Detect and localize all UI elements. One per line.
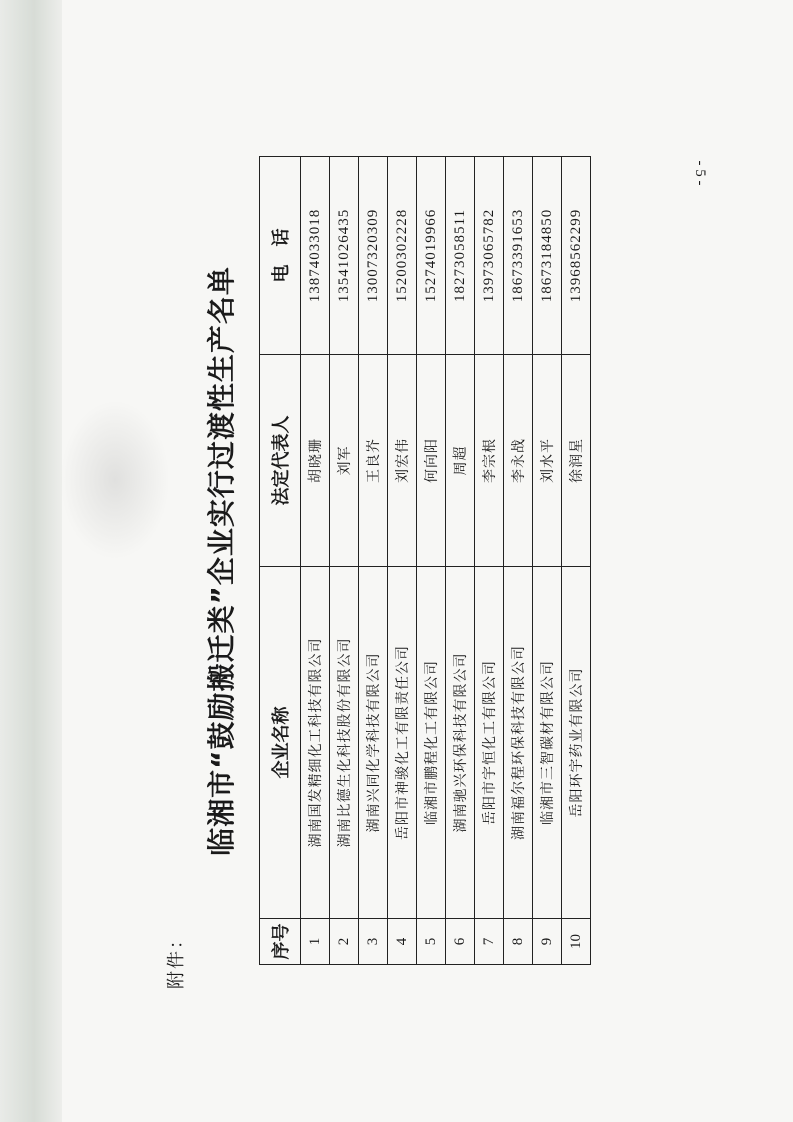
cell-phone: 13541026435	[330, 157, 359, 355]
cell-representative: 刘水平	[533, 355, 562, 567]
cell-company: 岳阳市神骏化工有限责任公司	[388, 567, 417, 919]
scan-smudge	[60, 400, 170, 560]
cell-company: 岳阳环宇药业有限公司	[562, 567, 591, 919]
cell-company: 湖南国发精细化工科技有限公司	[301, 567, 330, 919]
cell-no: 4	[388, 919, 417, 965]
table-row	[330, 157, 359, 965]
cell-phone: 18673391653	[504, 157, 533, 355]
attachment-label: 附件：	[166, 929, 187, 989]
cell-no: 5	[417, 919, 446, 965]
cell-phone: 15274019966	[417, 157, 446, 355]
cell-company: 湖南比德生化科技股份有限公司	[330, 567, 359, 919]
cell-phone: 13874033018	[301, 157, 330, 355]
cell-no: 9	[533, 919, 562, 965]
cell-representative: 徐润星	[562, 355, 591, 567]
table-row	[359, 157, 388, 965]
cell-representative: 周超	[446, 355, 475, 567]
cell-phone: 18673184850	[533, 157, 562, 355]
cell-no: 1	[301, 919, 330, 965]
enterprise-table-wrapper	[259, 157, 591, 965]
cell-no: 2	[330, 919, 359, 965]
scan-margin-strip	[0, 0, 62, 1122]
table-row	[533, 157, 562, 965]
enterprise-table	[259, 156, 591, 965]
cell-company: 临湘市鹏程化工有限公司	[417, 567, 446, 919]
cell-representative: 刘军	[330, 355, 359, 567]
table-row	[388, 157, 417, 965]
cell-no: 8	[504, 919, 533, 965]
cell-company: 湖南驰兴环保科技有限公司	[446, 567, 475, 919]
cell-representative: 何向阳	[417, 355, 446, 567]
table-header-row	[260, 157, 301, 965]
cell-no: 6	[446, 919, 475, 965]
table-row	[446, 157, 475, 965]
cell-no: 3	[359, 919, 388, 965]
header-representative: 法定代表人	[260, 355, 301, 567]
cell-no: 10	[562, 919, 591, 965]
table-row	[562, 157, 591, 965]
header-no: 序号	[260, 919, 301, 965]
table-row	[504, 157, 533, 965]
header-company: 企业名称	[260, 567, 301, 919]
cell-no: 7	[475, 919, 504, 965]
cell-phone: 15200302228	[388, 157, 417, 355]
cell-representative: 胡晓珊	[301, 355, 330, 567]
cell-representative: 李宗根	[475, 355, 504, 567]
document-title: 临湘市“鼓励搬迁类”企业实行过渡性生产名单	[205, 266, 238, 856]
table-row	[475, 157, 504, 965]
table-row	[301, 157, 330, 965]
cell-company: 湖南福尔程环保科技有限公司	[504, 567, 533, 919]
cell-representative: 王良岕	[359, 355, 388, 567]
cell-company: 湖南兴同化学科技有限公司	[359, 567, 388, 919]
cell-representative: 刘宏伟	[388, 355, 417, 567]
cell-phone: 13007320309	[359, 157, 388, 355]
cell-phone: 18273058511	[446, 157, 475, 355]
table-row	[417, 157, 446, 965]
header-phone: 电 话	[260, 157, 301, 355]
cell-company: 临湘市三智碳材有限公司	[533, 567, 562, 919]
cell-representative: 李永战	[504, 355, 533, 567]
cell-company: 岳阳市宇恒化工有限公司	[475, 567, 504, 919]
cell-phone: 13968562299	[562, 157, 591, 355]
cell-phone: 13973065782	[475, 157, 504, 355]
page-number: - 5 -	[692, 160, 709, 186]
rotated-document	[162, 121, 630, 1001]
